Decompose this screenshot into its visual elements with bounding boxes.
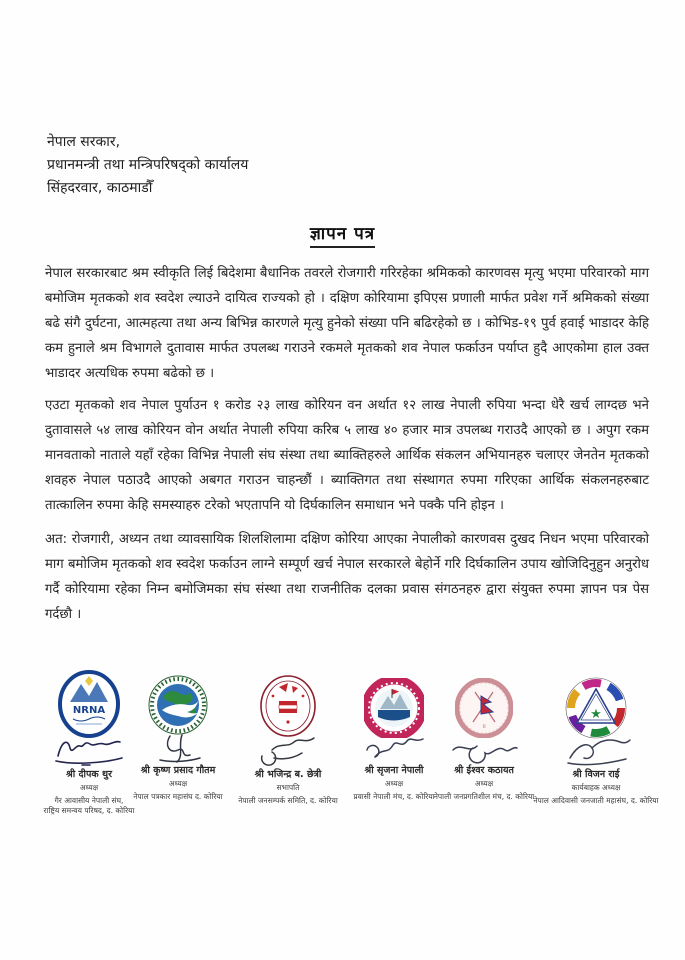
signature-image: [252, 734, 324, 768]
signatory-role: अध्यक्ष: [384, 779, 404, 788]
letterhead-line-government: नेपाल सरकार,: [47, 134, 121, 150]
memo-paragraph-1: नेपाल सरकारबाट श्रम स्वीकृति लिई बिदेशमा बैधानिक तवरले रोजगारी गरिरहेका श्रमिकको कारणवस मृत्यु भएमा परिवारको माग बमोजिम मृतकको शव स्वदेश ल्याउने दायित्व राज्यको हो । दक्षिण कोरियामा इपिएस प्रणाली मार्फत प्रवेश गर्ने श्रमिकको संख्या बढे संगै दुर्घटना, आत्महत्या तथा अन्य बिभिन्न कारणले मृत्यु हुनेको संख्या पनि बढिरहेको छ । कोभिड-१९ पुर्व हवाई भाडादर केहि कम हुनाले श्रम विभागले दुतावास मार्फत उपलब्ध गराउने रकमले मृतकको शव नेपाल फर्काउन पर्याप्त हुदै आएकोमा हाल उक्त भाडादर अत्यधिक रुपमा बढेको छ ।: [45, 266, 649, 381]
signatory-org: प्रवासी नेपाली मंच, द. कोरिया: [353, 792, 435, 801]
letterhead: [47, 131, 248, 200]
letterhead-line-address: सिंहदरवार, काठमाडौँ: [47, 180, 153, 196]
signatories-row: [0, 668, 685, 838]
letterhead-line-office: प्रधानमन्त्री तथा मन्त्रिपरिषद्को कार्यालय: [47, 157, 249, 173]
signatory-role: अध्यक्ष: [79, 783, 99, 792]
signature-image: [52, 734, 126, 768]
signatory-name: श्री सृजना नेपाली: [364, 765, 424, 776]
janprajatisheel-manch-logo-icon: [455, 678, 513, 738]
svg-text:॥: ॥: [482, 723, 486, 730]
signatory-name: श्री विजन राई: [572, 769, 620, 780]
signatory-name: श्री कृष्ण प्रसाद गौतम: [140, 765, 216, 776]
signatory-name: श्री ईश्वर कठायत: [454, 765, 514, 776]
signatory-org: नेपाली जनप्रगतिशील मंच, द. कोरिया: [433, 792, 535, 801]
signatory-block-journalists: [116, 674, 240, 802]
signature-image: [558, 736, 634, 768]
signatory-role: अध्यक्ष: [168, 779, 188, 788]
signatory-org: गैर आवासीय नेपाली संघ,: [54, 796, 124, 805]
signatory-role: अध्यक्ष: [474, 779, 494, 788]
signatory-org: नेपाल पत्रकार महासंघ द. कोरिया: [133, 792, 223, 801]
journalists-federation-logo-icon: [147, 674, 209, 736]
signatory-org-line2: राष्ट्रिय समन्वय परिषद, द. कोरिया: [43, 806, 135, 815]
memo-title: ज्ञापन पत्र: [310, 221, 375, 248]
signatory-org: नेपाल आदिवासी जनजाती महासंघ, द. कोरिया: [533, 796, 659, 805]
jansamparka-samiti-logo-icon: [259, 674, 317, 738]
signatory-name: श्री भजिन्द्र ब. छेत्री: [254, 769, 322, 780]
signatory-role: सभापति: [276, 783, 300, 792]
title-wrap: [0, 221, 685, 248]
signatory-block-jansamparka: [227, 674, 349, 806]
signature-image: [146, 732, 210, 764]
memo-paragraph-3: अत: रोजगारी, अध्यन तथा व्यावसायिक शिलशिलामा दक्षिण कोरिया आएका नेपालीको कारणवस दुखद निधन भएमा परिवारको माग बमोजिम मृतकको शव स्वदेश फर्काउन लाग्ने सम्पूर्ण खर्च नेपाल सरकारले बेहोर्ने गरि दिर्घकालिन उपाय खोजिदिनुहुन अनुरोध गर्दै कोरियामा रहेका निम्न बमोजिमका संघ संस्था तथा राजनीतिक दलका प्रवास संगठनहरु द्वारा संयुक्त रुपमा ज्ञापन पत्र पेस गर्दछौ ।: [45, 532, 649, 622]
svg-text:NRNA: NRNA: [72, 705, 106, 716]
signature-image: [447, 734, 521, 764]
signatory-org: नेपाली जनसम्पर्क समिति, द. कोरिया: [238, 796, 338, 805]
adivasi-mahasangh-logo-icon: [564, 676, 628, 740]
memo-paragraph-2: एउटा मृतकको शव नेपाल पुर्याउन १ करोड २३ लाख कोरियन वन अर्थात १२ लाख नेपाली रुपिया भन्दा धेरै खर्च लाग्दछ भने दुतावासले ५४ लाख कोरियन वोन अर्थात नेपाली रुपिया करिब ५ लाख ४० हजार मात्र उपलब्ध गराउदै आएको छ । अपुग रकम मानवताको नाताले यहाँ रहेका विभिन्न नेपाली संघ संस्था तथा ब्याक्तिहरुले आर्थिक संकलन अभियानहरु चलाएर जेनतेन मृतकको शवहरु नेपाल पठाउदै आएको अबगत गराउन चाहन्छौं । ब्याक्तिगत तथा संस्थागत रुपमा गरिएका आर्थिक संकलनहरुबाट तात्कालिन रुपमा केहि समस्याहरु टरेको भएतापनि यो दिर्घकालिन समाधान भने पक्कै पनि होइन ।: [45, 398, 649, 513]
signature-image: [359, 734, 429, 764]
svg-text:★: ★: [590, 707, 602, 722]
pravasi-manch-logo-icon: [364, 678, 424, 738]
signatory-block-adivasi: [528, 676, 664, 806]
nrna-logo-icon: [57, 670, 121, 738]
signatory-name: श्री दीपक थुर: [66, 769, 112, 780]
signatory-role: कार्यबाहक अध्यक्ष: [571, 783, 621, 792]
